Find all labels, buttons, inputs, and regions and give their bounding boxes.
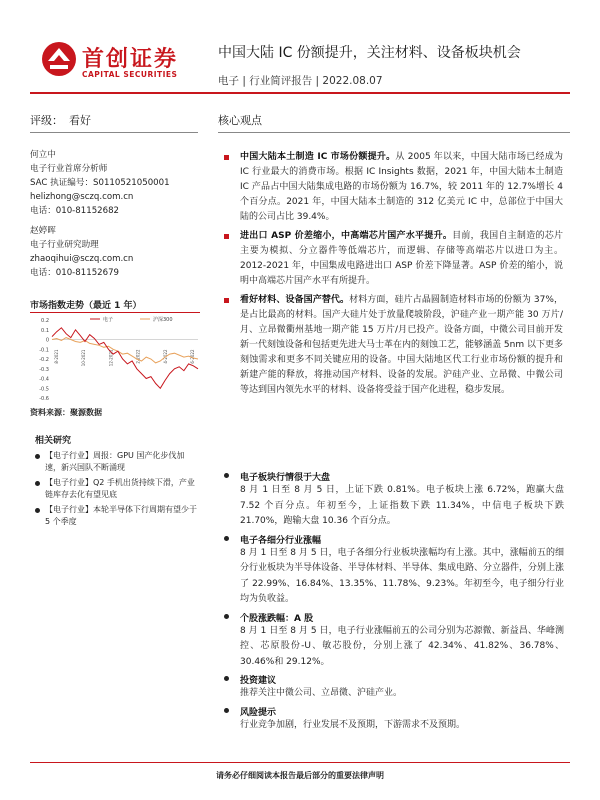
bullet-lead: 进出口 ASP 价差缩小，中高端芯片国产水平提升。 xyxy=(240,231,453,241)
section xyxy=(224,705,564,734)
y-tick-label: -0.5 xyxy=(39,386,49,393)
company-name-en: CAPITAL SECURITIES xyxy=(82,70,178,79)
y-tick-label: -0.4 xyxy=(39,376,49,383)
analyst-name: 何立中 xyxy=(30,150,56,160)
section-title: 风险提示 xyxy=(240,707,277,718)
section-title: 电子板块行情很于大盘 xyxy=(240,473,331,483)
header-divider xyxy=(30,92,570,94)
analyst-name: 赵婷晖 xyxy=(30,226,56,236)
bullet-lead: 中国大陆本土制造 IC 市场份额提升。 xyxy=(240,152,396,162)
section-head xyxy=(224,705,564,718)
bullet-marker-icon xyxy=(224,234,229,239)
analyst-email[interactable]: zhaoqihui@sczq.com.cn xyxy=(30,254,134,264)
section-text: 8 月 1 日至 8 月 5 日，电子各细分行业板块涨幅均有上涨。其中，涨幅前五的细分行业板块为半导体设备、半导体材料、半导体、集成电路、分立器件，分别上涨了 22.99%、16.84%、13.35%、11.78%、9.23%。年初至今，电子细分行业均为负收益。 xyxy=(240,547,565,604)
footer-divider xyxy=(30,762,570,763)
report-subtitle: 电子 | 行业简评报告 | 2022.08.07 xyxy=(218,75,383,87)
section-text: 8 月 1 日至 8 月 5 日，上证下跌 0.81%。电子板块上涨 6.72%，跑赢大盘 7.52 个百分点。年初至今，上证指数下跌 11.34%，中信电子板块下跌 21.70%，跑输大盘 10.36 个百分点。 xyxy=(240,485,564,526)
company-logo-icon xyxy=(40,40,78,78)
section-head xyxy=(224,470,564,483)
section-title: 个股涨跌幅：A 股 xyxy=(240,613,314,624)
rating xyxy=(30,112,91,128)
chart-source: 资料来源：聚源数据 xyxy=(30,408,102,417)
report-title: 中国大陆 IC 份额提升，关注材料、设备板块机会 xyxy=(218,45,521,61)
section xyxy=(224,611,564,671)
y-tick-label: -0.3 xyxy=(39,366,49,373)
electronics-series-line xyxy=(52,328,198,389)
bullet-item xyxy=(218,293,563,398)
related-item[interactable] xyxy=(35,477,200,501)
x-tick-label: 8-2021 xyxy=(54,349,59,364)
rating-divider xyxy=(30,132,198,133)
related-item[interactable] xyxy=(35,504,200,528)
analyst-phone: 电话：010-81152679 xyxy=(30,268,120,278)
x-tick-label: 6-2022 xyxy=(190,349,195,364)
core-views-heading: 核心观点 xyxy=(218,114,262,127)
legend-label: 沪深300 xyxy=(153,317,173,323)
related-item-text: 【电子行业】Q2 手机出货持续下滑，产业链库存去化有望见底 xyxy=(45,478,195,499)
legend-label: 电子 xyxy=(103,317,114,323)
section-text: 行业竞争加剧，行业发展不及预期，下游需求不及预期。 xyxy=(240,719,466,730)
section-marker-icon xyxy=(224,536,229,541)
analyst-role: 电子行业首席分析师 xyxy=(30,164,108,174)
bullet-marker-icon xyxy=(224,298,229,303)
section-marker-icon xyxy=(224,473,229,478)
chart-title: 市场指数走势（最近 1 年） xyxy=(30,301,142,311)
bullet-marker-icon xyxy=(224,155,229,160)
section-title: 电子各细分行业涨幅 xyxy=(240,535,322,546)
y-tick-label: -0.6 xyxy=(39,396,49,402)
core-divider xyxy=(218,132,570,133)
analyst-1 xyxy=(30,148,200,218)
related-research-list xyxy=(35,450,200,528)
section-head xyxy=(224,673,564,686)
company-name-cn: 首创证券 xyxy=(82,47,179,72)
related-item[interactable] xyxy=(35,450,200,474)
x-tick-label: 10-2021 xyxy=(81,349,87,367)
section-text: 8 月 1 日至 8 月 5 日，电子行业涨幅前五的公司分别为芯源微、新益昌、华峰测控、芯原股份-U、敏芯股份，分别上涨了 42.34%、41.82%、36.78%、30.46%和 29.12%。 xyxy=(240,625,564,667)
y-tick-label: 0 xyxy=(45,337,49,344)
y-tick-label: -0.1 xyxy=(39,347,49,354)
section-marker-icon xyxy=(224,676,229,681)
section xyxy=(224,470,564,530)
section-title: 投资建议 xyxy=(240,676,277,686)
hs300-series-line xyxy=(52,338,198,363)
core-views xyxy=(218,150,563,398)
analyst-2 xyxy=(30,224,200,280)
legal-notice: 请务必仔细阅读本报告最后部分的重要法律声明 xyxy=(216,771,384,780)
section-head xyxy=(224,533,564,546)
rating-label: 评级： xyxy=(30,114,63,127)
bullet-text: 材料方面，硅片占晶圆制造材料市场的份额为 37%，是占比最高的材料。国产大硅片处于放量爬坡阶段，沪硅产业一期产能 30 万片/月、立昂微衢州基地一期产能 15 万片/月已投产。设备方面，中微公司目前开发新一代刻蚀设备和包括更先进大马士革在内的刻蚀工艺，能够涵盖 5nm 以下更多刻蚀需求和更多不同关键应用的设备。中国大陆地区代工行业市场份额的提升和新建产能的释放，将推动国产材料、设备的发展。沪硅产业、立昂微、中微公司等达到国内领先水平的材料、设备将受益于国产化进程，稳步发展。 xyxy=(240,295,563,395)
analyst-email[interactable]: helizhong@sczq.com.cn xyxy=(30,192,134,202)
bullet-text: 目前，我国自主制造的芯片主要为模拟、分立器件等低端芯片，而逻辑、存储等高端芯片以进口为主。2012-2021 年，中国集成电路进出口 ASP 价差下降显著。ASP 价差的缩小，说明中高端芯片国产水平有所提升。 xyxy=(240,231,563,286)
chart-divider xyxy=(30,312,200,313)
bullet-item xyxy=(218,229,563,289)
section xyxy=(224,673,564,702)
x-tick-label: 2-2022 xyxy=(135,349,141,364)
x-tick-label: 4-2022 xyxy=(162,349,168,364)
y-tick-label: 0.2 xyxy=(41,318,49,324)
section-text: 推荐关注中微公司、立昂微、沪硅产业。 xyxy=(240,688,403,698)
section-marker-icon xyxy=(224,708,229,713)
analyst-cert: SAC 执证编号：S0110521050001 xyxy=(30,178,170,188)
related-item-text: 【电子行业】周报：GPU 国产化步伐加速，新兴国队不断涌现 xyxy=(45,451,185,472)
bullet-item xyxy=(218,150,563,225)
market-index-chart xyxy=(30,314,202,406)
rating-value: 看好 xyxy=(69,114,91,127)
bullet-lead: 看好材料、设备国产替代。 xyxy=(240,295,350,305)
section-marker-icon xyxy=(224,614,229,619)
y-tick-label: -0.2 xyxy=(39,357,49,363)
section xyxy=(224,533,564,608)
section-head xyxy=(224,611,564,624)
x-tick-label: 12-2021 xyxy=(108,349,114,367)
related-item-text: 【电子行业】本轮半导体下行周期有望少于 5 个季度 xyxy=(45,505,197,526)
weekly-sections xyxy=(224,470,564,733)
analyst-phone: 电话：010-81152682 xyxy=(30,206,120,216)
bullet-text: 从 2005 年以来，中国大陆市场已经成为 IC 行业最大的消费市场。根据 IC Insights 数据，2021 年，中国大陆本土制造 IC 产品占中国大陆集成电路的市场份额为 16.7%，较 2011 年的 12.7%增长 4 个百分点。2021 年，中国大陆本土制造的 312 亿美元 IC 中，总部位于中国大陆的公司占比 39.4%。 xyxy=(240,152,563,222)
related-research-title: 相关研究 xyxy=(35,436,72,446)
analyst-role: 电子行业研究助理 xyxy=(30,240,99,250)
y-tick-label: 0.1 xyxy=(41,327,49,334)
